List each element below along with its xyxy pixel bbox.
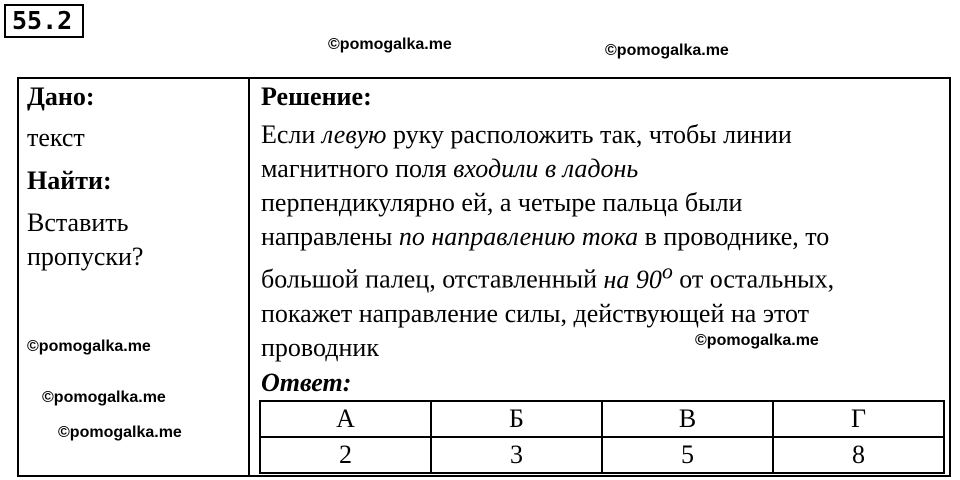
italic-span: входили в ладонь (453, 154, 639, 183)
answer-header-cell: А (260, 401, 431, 437)
italic-span: левую (321, 120, 387, 149)
solution-text (261, 118, 951, 365)
column-divider (248, 77, 250, 477)
watermark: ©pomogalka.me (328, 36, 452, 53)
solution-line-6: покажет направление силы, действующей на этот (261, 298, 810, 328)
answer-label: Ответ: (261, 368, 352, 397)
solution-line-5 (261, 254, 951, 297)
solution-line-2 (261, 152, 951, 186)
text-span: руку расположить так, чтобы линии (386, 120, 792, 149)
degree-mark: o (661, 259, 673, 283)
answer-value-cell: 2 (260, 437, 431, 473)
text-span: Если (261, 120, 322, 149)
text-span: направлены (261, 222, 399, 251)
answer-header-cell: В (602, 401, 773, 437)
answer-value-row (260, 437, 944, 473)
answer-value-cell: 8 (773, 437, 944, 473)
watermark: ©pomogalka.me (42, 389, 166, 406)
italic-span: по направлению тока (398, 222, 639, 251)
watermark: ©pomogalka.me (58, 424, 182, 441)
answer-header-row (260, 401, 944, 437)
find-line-2: пропуски? (27, 242, 144, 271)
find-heading: Найти: (27, 166, 112, 195)
watermark: ©pomogalka.me (605, 42, 729, 59)
solution-heading: Решение: (261, 82, 372, 111)
text-span: большой палец, отставленный (261, 264, 604, 294)
answer-value-cell: 5 (602, 437, 773, 473)
answer-value-cell: 3 (431, 437, 602, 473)
angle-value: на 90 (603, 264, 662, 294)
solution-line-1 (261, 118, 951, 152)
given-value: текст (27, 123, 85, 152)
text-span: от остальных, (672, 264, 835, 294)
find-line-1: Вставить (27, 208, 129, 237)
task-number: 55.2 (4, 4, 84, 38)
text-span: магнитного поля (261, 154, 454, 183)
answer-table (259, 400, 945, 474)
solution-line-7: проводник (261, 332, 379, 362)
italic-span (603, 259, 673, 294)
watermark: ©pomogalka.me (27, 338, 151, 355)
answer-header-cell: Б (431, 401, 602, 437)
solution-line-3: перпендикулярно ей, а четыре пальца были (261, 188, 743, 217)
given-heading: Дано: (27, 82, 95, 111)
solution-line-4 (261, 220, 951, 254)
text-span: в проводнике, то (638, 222, 830, 251)
answer-header-cell: Г (773, 401, 944, 437)
watermark: ©pomogalka.me (695, 332, 819, 349)
